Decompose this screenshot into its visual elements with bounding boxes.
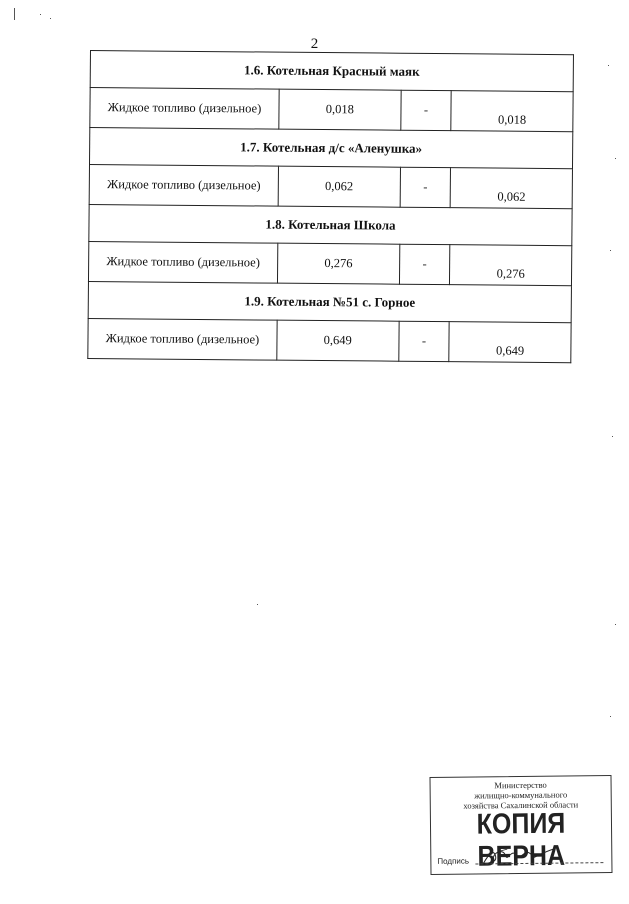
section-header-row bbox=[90, 51, 573, 92]
value-cell: 0,276 bbox=[277, 243, 399, 284]
scan-speck bbox=[612, 436, 613, 437]
total-cell: 0,649 bbox=[449, 322, 571, 363]
dash-cell: - bbox=[400, 90, 451, 130]
scan-speck bbox=[608, 65, 609, 66]
fuel-name-cell: Жидкое топливо (дизельное) bbox=[88, 241, 277, 283]
total-cell: 0,018 bbox=[451, 91, 573, 132]
handwritten-signature bbox=[479, 845, 559, 868]
scan-speck bbox=[615, 158, 616, 159]
section-header-row bbox=[90, 128, 573, 169]
section-title: 1.7. Котельная д/с «Аленушка» bbox=[90, 128, 573, 169]
table-row bbox=[89, 165, 572, 209]
page-number: 2 bbox=[310, 36, 319, 52]
stamp-copy-true: КОПИЯ ВЕРНА bbox=[476, 807, 566, 873]
certification-stamp bbox=[429, 775, 612, 875]
total-cell: 0,276 bbox=[450, 245, 572, 286]
dash-cell: - bbox=[398, 321, 449, 361]
section-title: 1.6. Котельная Красный маяк bbox=[90, 51, 573, 92]
scan-speck bbox=[14, 8, 15, 20]
scan-speck bbox=[610, 250, 611, 251]
section-title: 1.9. Котельная №51 с. Горное bbox=[88, 281, 571, 322]
scan-speck bbox=[40, 14, 41, 15]
stamp-department: жилищно-коммунального bbox=[474, 789, 568, 801]
table-row bbox=[88, 241, 571, 285]
scan-speck bbox=[615, 624, 616, 625]
section-title: 1.8. Котельная Школа bbox=[89, 204, 572, 245]
scan-speck bbox=[610, 716, 611, 717]
section-header-row bbox=[89, 204, 572, 245]
dash-cell: - bbox=[400, 167, 451, 207]
section-header-row bbox=[88, 281, 571, 322]
dash-cell: - bbox=[399, 244, 450, 284]
fuel-name-cell: Жидкое топливо (дизельное) bbox=[90, 88, 279, 130]
signature-label: Подпись bbox=[437, 856, 470, 866]
table-row bbox=[88, 318, 571, 362]
fuel-name-cell: Жидкое топливо (дизельное) bbox=[88, 318, 277, 360]
stamp-signature-area bbox=[437, 848, 603, 868]
scan-speck bbox=[50, 18, 51, 19]
value-cell: 0,018 bbox=[279, 89, 401, 130]
value-cell: 0,649 bbox=[277, 320, 399, 361]
stamp-ministry: Министерство bbox=[494, 779, 547, 791]
scan-speck bbox=[257, 604, 258, 605]
stamp-region: хозяйства Сахалинской области bbox=[463, 799, 579, 811]
table-row bbox=[90, 88, 573, 132]
total-cell: 0,062 bbox=[451, 168, 573, 209]
fuel-table bbox=[87, 50, 574, 363]
value-cell: 0,062 bbox=[278, 166, 400, 207]
fuel-name-cell: Жидкое топливо (дизельное) bbox=[89, 165, 278, 207]
